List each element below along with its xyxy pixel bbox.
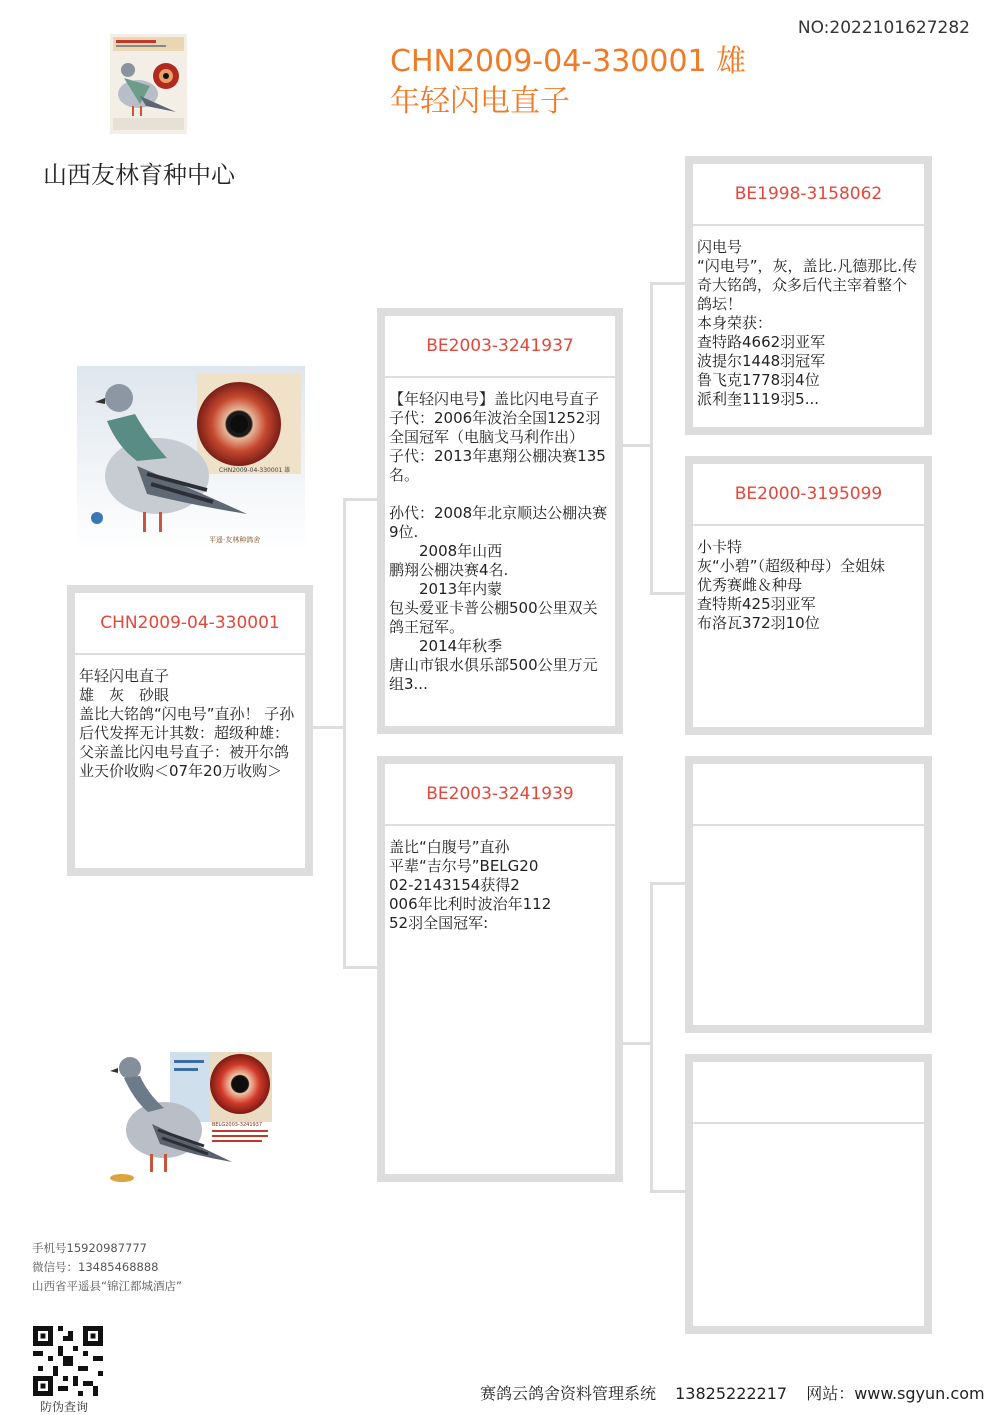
connector-line <box>650 282 687 285</box>
dam-dam-notes <box>693 1124 924 1136</box>
sire-notes: 【年轻闪电号】盖比闪电号直子 子代：2006年波治全国1252羽全国冠军（电脑戈马利作出） 子代：2013年惠翔公棚决赛135名。 孙代：2008年北京顺达公棚决赛9位. 2008年山西 鹏翔公棚决赛4名. 2013年内蒙 包头爱亚卡普公棚500公里双关鸽王冠军。 2014年秋季 唐山市银水俱乐部500公里万元组3... <box>389 390 608 693</box>
connector-line <box>650 592 687 595</box>
sire-dam-ring-number: BE2000-3195099 <box>693 464 924 526</box>
dam-photo-caption: BELG2003-3241937 <box>212 1122 263 1128</box>
sire-sire-card <box>685 156 932 435</box>
dam-photo <box>104 1050 276 1188</box>
connector-line <box>622 444 652 447</box>
subject-photo <box>77 366 305 552</box>
footer-bar <box>480 1381 999 1404</box>
connector-line <box>343 498 346 968</box>
dam-sire-card <box>685 756 932 1033</box>
contact-wechat: 微信号：13485468888 <box>32 1260 159 1274</box>
dam-card <box>377 756 623 1182</box>
sire-dam-notes: 小卡特 灰“小碧”（超级种母）全姐妹 优秀赛雌＆种母 查特斯425羽亚军 布洛瓦372羽10位 <box>697 538 886 632</box>
connector-line <box>312 726 344 729</box>
dam-notes: 盖比“白腹号”直孙 平辈“吉尔号”BELG20 02-2143154获得2 006年比利时波治年112 52羽全国冠军: <box>389 838 552 932</box>
verification-qr-code[interactable] <box>33 1326 103 1396</box>
sire-sire-ring-number: BE1998-3158062 <box>693 164 924 226</box>
subject-ring-number: CHN2009-04-330001 <box>75 593 305 655</box>
subject-photo-caption: CHN2009-04-330001 雄 <box>219 467 291 474</box>
sire-ring-number: BE2003-3241937 <box>385 316 615 378</box>
dam-dam-card <box>685 1054 932 1334</box>
connector-line <box>650 282 653 594</box>
connector-line <box>622 1042 652 1045</box>
breeder-name: 山西友林育种中心 <box>43 161 235 189</box>
connector-line <box>650 882 687 885</box>
page-title <box>390 42 746 122</box>
title-bird-name: 年轻闪电直子 <box>390 84 570 119</box>
footer-website[interactable]: 网站：www.sgyun.com <box>806 1384 985 1403</box>
subject-photo-slogan: 平遥·友林种鸽舍 <box>209 536 261 544</box>
subject-card <box>67 585 313 876</box>
connector-line <box>650 882 653 1192</box>
sire-dam-card <box>685 456 932 735</box>
dam-sire-notes <box>693 826 924 838</box>
contact-address: 山西省平遥县“锦江都城酒店” <box>32 1279 182 1293</box>
connector-line <box>343 966 378 969</box>
connector-line <box>650 1190 687 1193</box>
dam-sire-ring-number <box>693 764 924 826</box>
document-number: NO:2022101627282 <box>797 18 970 38</box>
subject-notes: 年轻闪电直子 雄 灰 砂眼 盖比大铭鸽“闪电号”直孙！ 子孙后代发挥无计其数：超级种雄：父亲盖比闪电号直子：被开尔鸽业天价收购＜07年20万收购＞ <box>79 667 295 780</box>
title-ring-sex: CHN2009-04-330001 雄 <box>390 44 747 79</box>
sire-card <box>377 308 623 734</box>
connector-line <box>343 498 378 501</box>
dam-ring-number: BE2003-3241939 <box>385 764 615 826</box>
qr-label: 防伪查询 <box>40 1400 89 1414</box>
contact-phone: 手机号15920987777 <box>32 1241 147 1255</box>
breeder-logo-image <box>110 34 187 134</box>
dam-dam-ring-number <box>693 1062 924 1124</box>
footer-phone: 13825222217 <box>675 1384 788 1403</box>
sire-sire-notes: 闪电号 “闪电号”，灰，盖比.凡德那比.传奇大铭鸽，众多后代主宰着整个鸽坛！ 本身荣获： 查特路4662羽亚军 波提尔1448羽冠军 鲁飞克1778羽4位 派利奎1119羽5... <box>697 238 918 408</box>
footer-system-name: 赛鸽云鸽舍资料管理系统 <box>480 1384 657 1403</box>
